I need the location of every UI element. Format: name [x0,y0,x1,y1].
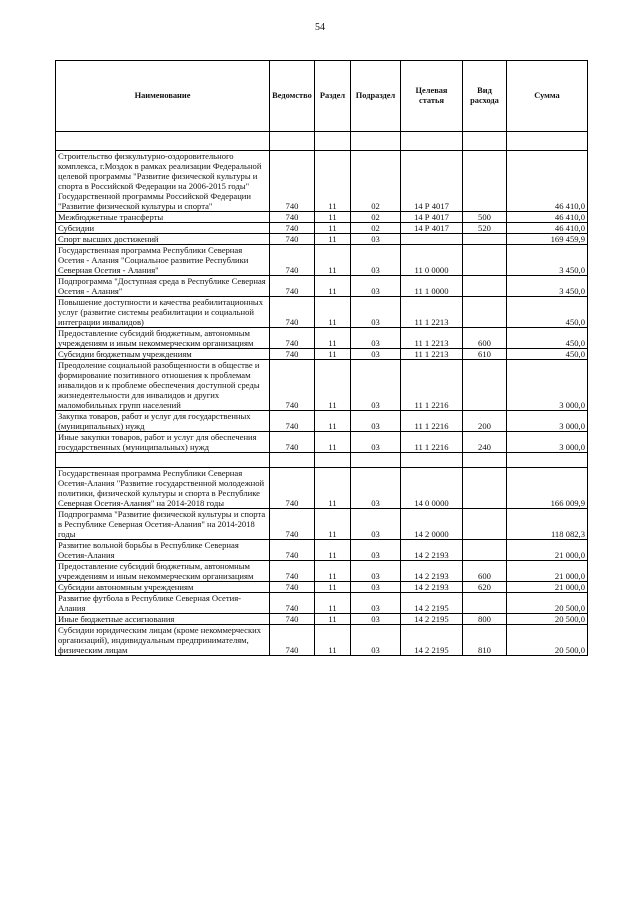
cell-razdel: 11 [315,411,351,432]
table-cell-empty [463,453,507,468]
cell-podrazdel: 02 [351,223,401,234]
cell-podrazdel: 03 [351,432,401,453]
cell-podrazdel: 03 [351,593,401,614]
table-row [56,223,588,234]
cell-razdel: 11 [315,540,351,561]
cell-name: Иные закупки товаров, работ и услуг для обеспечения государственных (муниципальных) нужд [56,432,270,453]
cell-ved: 740 [270,349,315,360]
cell-vid: 600 [463,328,507,349]
cell-podrazdel: 03 [351,625,401,656]
cell-summa: 20 500,0 [507,593,588,614]
cell-summa: 3 000,0 [507,360,588,411]
table-row [56,151,588,212]
cell-celevaya: 14 2 2195 [401,614,463,625]
cell-name: Строительство физкультурно-оздоровительного комплекса, г.Моздок в рамках реализации Федеральной целевой программы "Развитие физической культуры и спорта в Российской Федерации на 2006-2015 годы" Государственной программы Российской Федерации "Развитие физической культуры и спорта" [56,151,270,212]
cell-ved: 740 [270,540,315,561]
cell-summa: 20 500,0 [507,614,588,625]
cell-razdel: 11 [315,245,351,276]
cell-name: Субсидии автономным учреждениям [56,582,270,593]
cell-summa: 3 450,0 [507,276,588,297]
cell-celevaya: 14 2 2193 [401,561,463,582]
cell-vid [463,234,507,245]
table-row [56,349,588,360]
cell-podrazdel: 03 [351,540,401,561]
header-vid: Вид расхода [463,61,507,132]
table-row [56,593,588,614]
cell-celevaya: 11 1 2213 [401,297,463,328]
cell-ved: 740 [270,276,315,297]
cell-podrazdel: 03 [351,561,401,582]
cell-summa: 46 410,0 [507,212,588,223]
table-cell-empty [315,132,351,151]
table-row [56,582,588,593]
table-row [56,245,588,276]
cell-celevaya: 11 0 0000 [401,245,463,276]
cell-summa: 3 450,0 [507,245,588,276]
cell-name: Иные бюджетные ассигнования [56,614,270,625]
table-row [56,328,588,349]
cell-vid [463,245,507,276]
cell-vid [463,297,507,328]
cell-celevaya [401,234,463,245]
cell-ved: 740 [270,297,315,328]
cell-celevaya: 14 2 2195 [401,625,463,656]
cell-ved: 740 [270,245,315,276]
table-row [56,234,588,245]
cell-name: Субсидии [56,223,270,234]
cell-summa: 46 410,0 [507,151,588,212]
cell-razdel: 11 [315,212,351,223]
cell-vid: 620 [463,582,507,593]
cell-podrazdel: 03 [351,349,401,360]
table-cell-empty [463,132,507,151]
table-cell-empty [270,453,315,468]
table-cell-empty [351,453,401,468]
cell-podrazdel: 03 [351,360,401,411]
cell-ved: 740 [270,151,315,212]
cell-summa: 450,0 [507,349,588,360]
cell-podrazdel: 03 [351,245,401,276]
table-row [56,614,588,625]
cell-celevaya: 11 1 2216 [401,411,463,432]
cell-vid: 610 [463,349,507,360]
table-header-row [56,61,588,132]
cell-celevaya: 11 1 2216 [401,432,463,453]
table-row [56,468,588,509]
cell-celevaya: 11 1 0000 [401,276,463,297]
cell-name: Спорт высших достижений [56,234,270,245]
cell-celevaya: 14 2 2193 [401,540,463,561]
header-razdel: Раздел [315,61,351,132]
cell-razdel: 11 [315,509,351,540]
cell-vid: 200 [463,411,507,432]
table-row [56,540,588,561]
header-ved: Ведомство [270,61,315,132]
cell-ved: 740 [270,509,315,540]
cell-name: Преодоление социальной разобщенности в обществе и формирование позитивного отношения к проблемам инвалидов и к проблеме обеспечения доступной среды жизнедеятельности для инвалидов и других маломобильных групп населений [56,360,270,411]
cell-vid [463,468,507,509]
cell-vid [463,151,507,212]
cell-razdel: 11 [315,614,351,625]
cell-ved: 740 [270,561,315,582]
cell-name: Повышение доступности и качества реабилитационных услуг (развитие системы реабилитации и социальной интеграции инвалидов) [56,297,270,328]
table-row [56,625,588,656]
cell-celevaya: 11 1 2213 [401,349,463,360]
cell-summa: 21 000,0 [507,561,588,582]
cell-vid [463,593,507,614]
cell-podrazdel: 03 [351,614,401,625]
cell-podrazdel: 03 [351,328,401,349]
budget-table [55,60,588,656]
table-row [56,212,588,223]
cell-ved: 740 [270,432,315,453]
cell-podrazdel: 03 [351,468,401,509]
cell-name: Развитие футбола в Республике Северная Осетия-Алания [56,593,270,614]
header-summa: Сумма [507,61,588,132]
cell-summa: 3 000,0 [507,432,588,453]
cell-name: Закупка товаров, работ и услуг для государственных (муниципальных) нужд [56,411,270,432]
table-row [56,276,588,297]
table-row [56,432,588,453]
cell-razdel: 11 [315,593,351,614]
table-cell-empty [401,132,463,151]
cell-name: Субсидии бюджетным учреждениям [56,349,270,360]
cell-vid [463,540,507,561]
cell-podrazdel: 03 [351,297,401,328]
table-cell-empty [270,132,315,151]
cell-razdel: 11 [315,625,351,656]
cell-podrazdel: 03 [351,411,401,432]
cell-celevaya: 14 Р 4017 [401,151,463,212]
cell-summa: 21 000,0 [507,582,588,593]
cell-celevaya: 14 2 2193 [401,582,463,593]
cell-summa: 118 082,3 [507,509,588,540]
cell-ved: 740 [270,411,315,432]
table-row [56,509,588,540]
cell-name: Государственная программа Республики Северная Осетия-Алания "Развитие государственной молодежной политики, физической культуры и спорта в Республике Северная Осетия-Алания" на 2014-2018 годы [56,468,270,509]
table-row [56,561,588,582]
cell-razdel: 11 [315,151,351,212]
cell-vid: 600 [463,561,507,582]
cell-ved: 740 [270,582,315,593]
cell-ved: 740 [270,234,315,245]
cell-razdel: 11 [315,360,351,411]
cell-podrazdel: 02 [351,151,401,212]
cell-celevaya: 14 2 2195 [401,593,463,614]
cell-celevaya: 14 Р 4017 [401,223,463,234]
cell-ved: 740 [270,360,315,411]
cell-vid: 500 [463,212,507,223]
cell-summa: 21 000,0 [507,540,588,561]
cell-name: Подпрограмма "Доступная среда в Республике Северная Осетия - Алания" [56,276,270,297]
cell-name: Субсидии юридическим лицам (кроме некоммерческих организаций), индивидуальным предпринимателям, физическим лицам [56,625,270,656]
cell-celevaya: 11 1 2216 [401,360,463,411]
cell-razdel: 11 [315,349,351,360]
cell-vid [463,509,507,540]
cell-podrazdel: 03 [351,509,401,540]
cell-summa: 450,0 [507,297,588,328]
table-spacer-row [56,132,588,151]
table-cell-empty [351,132,401,151]
table-cell-empty [401,453,463,468]
cell-razdel: 11 [315,468,351,509]
cell-razdel: 11 [315,432,351,453]
header-podrazdel: Подраздел [351,61,401,132]
cell-vid: 810 [463,625,507,656]
table-cell-empty [507,453,588,468]
cell-ved: 740 [270,614,315,625]
cell-summa: 169 459,9 [507,234,588,245]
cell-ved: 740 [270,593,315,614]
cell-podrazdel: 03 [351,276,401,297]
cell-podrazdel: 02 [351,212,401,223]
cell-razdel: 11 [315,582,351,593]
header-celevaya: Целевая статья [401,61,463,132]
cell-summa: 450,0 [507,328,588,349]
table-row [56,360,588,411]
table-row [56,411,588,432]
cell-razdel: 11 [315,223,351,234]
cell-razdel: 11 [315,276,351,297]
header-name: Наименование [56,61,270,132]
table-row [56,297,588,328]
cell-vid: 800 [463,614,507,625]
cell-summa: 3 000,0 [507,411,588,432]
cell-name: Государственная программа Республики Северная Осетия - Алания "Социальное развитие Республики Северная Осетия - Алания" [56,245,270,276]
cell-ved: 740 [270,468,315,509]
cell-celevaya: 11 1 2213 [401,328,463,349]
cell-vid: 240 [463,432,507,453]
cell-ved: 740 [270,625,315,656]
cell-vid [463,276,507,297]
cell-vid: 520 [463,223,507,234]
cell-summa: 166 009,9 [507,468,588,509]
cell-razdel: 11 [315,561,351,582]
cell-name: Предоставление субсидий бюджетным, автономным учреждениям и иным некоммерческим организациям [56,328,270,349]
cell-summa: 46 410,0 [507,223,588,234]
table-spacer-row [56,453,588,468]
cell-summa: 20 500,0 [507,625,588,656]
cell-celevaya: 14 2 0000 [401,509,463,540]
cell-razdel: 11 [315,297,351,328]
cell-name: Подпрограмма "Развитие физической культуры и спорта в Республике Северная Осетия-Алания" на 2014-2018 годы [56,509,270,540]
table-cell-empty [56,453,270,468]
table-cell-empty [507,132,588,151]
table-cell-empty [56,132,270,151]
cell-celevaya: 14 0 0000 [401,468,463,509]
cell-name: Предоставление субсидий бюджетным, автономным учреждениям и иным некоммерческим организациям [56,561,270,582]
cell-podrazdel: 03 [351,234,401,245]
cell-razdel: 11 [315,328,351,349]
cell-razdel: 11 [315,234,351,245]
cell-vid [463,360,507,411]
cell-podrazdel: 03 [351,582,401,593]
cell-ved: 740 [270,212,315,223]
cell-name: Развитие вольной борьбы в Республике Северная Осетия-Алания [56,540,270,561]
cell-celevaya: 14 Р 4017 [401,212,463,223]
cell-ved: 740 [270,223,315,234]
cell-ved: 740 [270,328,315,349]
cell-name: Межбюджетные трансферты [56,212,270,223]
page-number: 54 [315,22,325,33]
table-cell-empty [315,453,351,468]
